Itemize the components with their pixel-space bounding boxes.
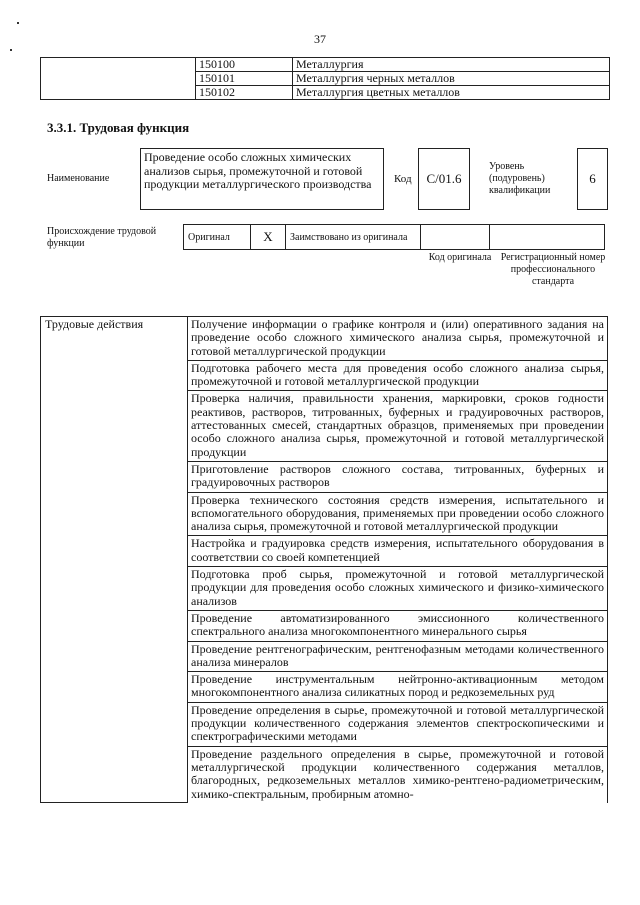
- action-item: Проведение инструментальным нейтронно-активационным методом многокомпонентного анализа силикатных пород и редкоземельных руд: [188, 672, 608, 703]
- specialty-code-table: [40, 57, 610, 100]
- registration-number-cell: [490, 225, 605, 250]
- code-caption: Код оригинала: [428, 252, 492, 263]
- qualification-level-box: 6: [577, 148, 608, 210]
- original-mark: X: [251, 225, 286, 250]
- table-row: [41, 58, 610, 72]
- origin-label: Происхождение трудовой функции: [47, 226, 157, 249]
- name-cell: Металлургия: [293, 58, 610, 72]
- action-item: Подготовка проб сырья, промежуточной и готовой металлургической продукции для проведения особо сложных химического и физико-химического анализов: [188, 567, 608, 611]
- name-cell: Металлургия цветных металлов: [293, 86, 610, 100]
- original-code-cell: [421, 225, 490, 250]
- action-item: Проведение определения в сырье, промежуточной и готовой металлургической продукции количественного содержания элементов спектроскопическими и спектрографическими методами: [188, 702, 608, 746]
- table-row: [41, 317, 608, 361]
- action-item: Проверка технического состояния средств измерения, испытательного и вспомогательного оборудования, применяемых при проведении особо сложного анализа сырья, промежуточной и готовой металлургической продукции: [188, 492, 608, 536]
- code-cell: 150102: [196, 86, 293, 100]
- action-item: Подготовка рабочего места для проведения особо сложного анализа сырья, промежуточной и готовой металлургической продукции: [188, 360, 608, 391]
- action-item: Получение информации о графике контроля и (или) оперативного задания на проведение особо сложного химического анализа сырья, промежуточной и готовой металлургической продукции: [188, 317, 608, 361]
- action-item: Настройка и градуировка средств измерения, испытательного оборудования в соответствии со своей компетенцией: [188, 536, 608, 567]
- code-cell: 150101: [196, 72, 293, 86]
- borrowed-label: Заимствовано из оригинала: [286, 225, 421, 250]
- action-item: Проведение раздельного определения в сырье, промежуточной и готовой металлургической продукции количественного содержания металлов, благородных, редкоземельных металлов химико-рентгено-радиометрическим, химико-спектральным, пробирным атомно-: [188, 746, 608, 803]
- action-item: Проведение рентгенографическим, рентгенофазным методами количественного анализа минералов: [188, 641, 608, 672]
- action-item: Проведение автоматизированного эмиссионного количественного спектрального анализа многокомпонентного минерального сырья: [188, 610, 608, 641]
- empty-cell: [41, 58, 196, 100]
- actions-label: Трудовые действия: [41, 317, 188, 803]
- action-item: Приготовление растворов сложного состава, титрованных, буферных и градуировочных растворов: [188, 461, 608, 492]
- function-name-box: Проведение особо сложных химических анализов сырья, промежуточной и готовой продукции металлургического производства: [140, 148, 384, 210]
- table-row: [184, 225, 605, 250]
- registration-caption: Регистрационный номер профессионального стандарта: [500, 252, 606, 287]
- original-label: Оригинал: [184, 225, 251, 250]
- name-cell: Металлургия черных металлов: [293, 72, 610, 86]
- scan-speck: [10, 49, 12, 51]
- name-label: Наименование: [47, 173, 110, 184]
- level-label: Уровень (подуровень) квалификации: [489, 161, 551, 196]
- code-label: Код: [394, 173, 412, 185]
- origin-table: [183, 224, 605, 250]
- scan-speck: [17, 22, 19, 24]
- code-cell: 150100: [196, 58, 293, 72]
- action-item: Проверка наличия, правильности хранения, маркировки, сроков годности реактивов, растворов, титрованных, буферных и градуировочных растворов, аттестованных смесей, стандартных образцов, применяемых при проведении особо сложного анализа сырья, промежуточной и готовой металлургической продукции: [188, 391, 608, 461]
- function-code-box: С/01.6: [418, 148, 470, 210]
- labor-actions-table: [40, 316, 608, 803]
- page-number: 37: [314, 32, 326, 46]
- section-title: 3.3.1. Трудовая функция: [47, 120, 190, 135]
